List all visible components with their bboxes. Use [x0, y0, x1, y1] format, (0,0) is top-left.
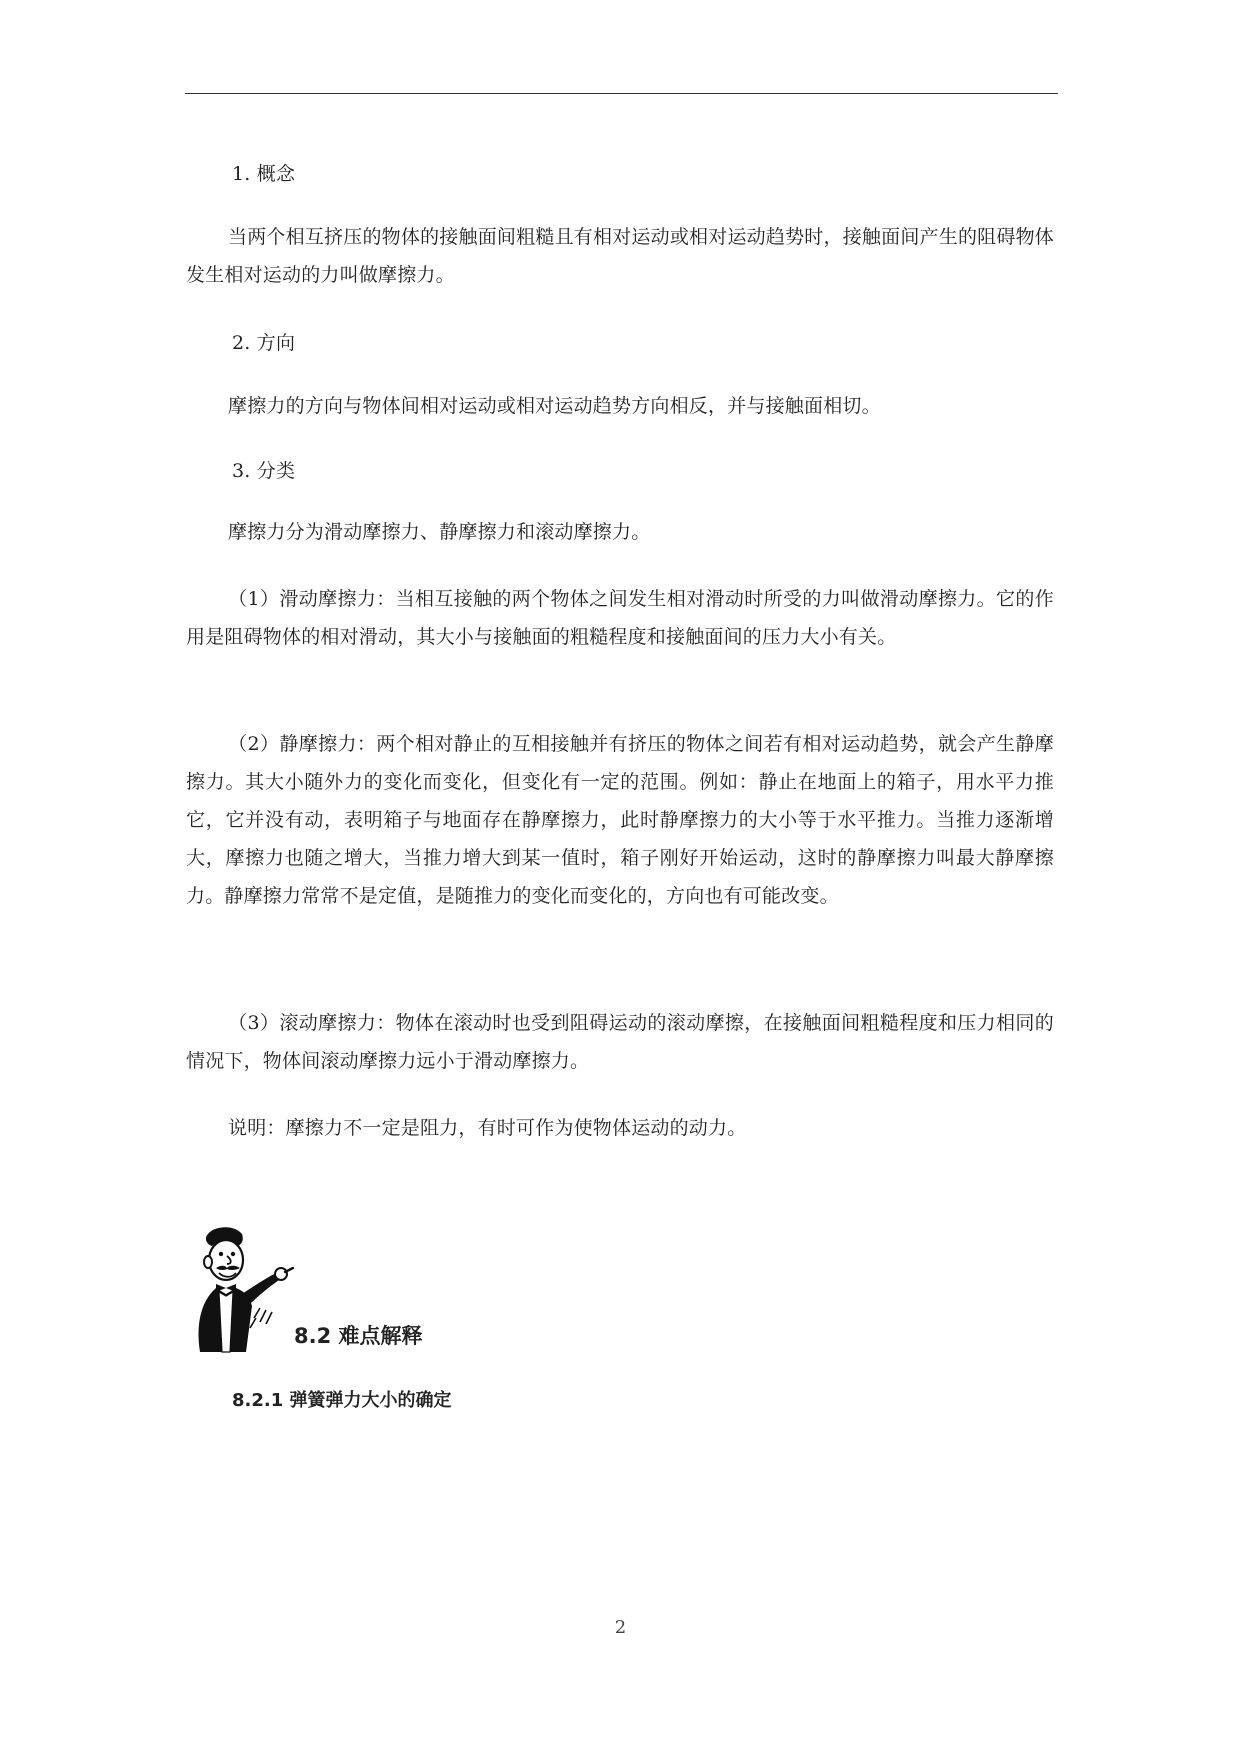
- static-friction-text: （2）静摩擦力：两个相对静止的互相接触并有挤压的物体之间若有相对运动趋势，就会产生静摩擦力。其大小随外力的变化而变化，但变化有一定的范围。例如：静止在地面上的箱子，用水平力推它，它并没有动，表明箱子与地面存在静摩擦力，此时静摩擦力的大小等于水平推力。当推力逐渐增大，摩擦力也随之增大，当推力增大到某一值时，箱子刚好开始运动，这时的静摩擦力叫最大静摩擦力。静摩擦力常常不是定值，是随推力的变化而变化的，方向也有可能改变。: [186, 733, 1054, 907]
- direction-text: 摩擦力的方向与物体间相对运动或相对运动趋势方向相反，并与接触面相切。: [228, 395, 881, 417]
- header-rule: [185, 93, 1058, 94]
- sliding-friction-paragraph: [186, 580, 1054, 656]
- rolling-friction-paragraph: [186, 1004, 1054, 1080]
- note-text: 说明：摩擦力不一定是阻力，有时可作为使物体运动的动力。: [228, 1117, 747, 1139]
- subsection-heading-8-2-1: 8.2.1 弹簧弹力大小的确定: [232, 1390, 452, 1411]
- concept-text: 当两个相互挤压的物体的接触面间粗糙且有相对运动或相对运动趋势时，接触面间产生的阻碍物体发生相对运动的力叫做摩擦力。: [186, 226, 1054, 286]
- static-friction-paragraph: [186, 725, 1054, 915]
- sliding-friction-text: （1）滑动摩擦力：当相互接触的两个物体之间发生相对滑动时所受的力叫做滑动摩擦力。它的作用是阻碍物体的相对滑动，其大小与接触面的粗糙程度和接触面间的压力大小有关。: [186, 588, 1054, 648]
- direction-heading: 2. 方向: [232, 332, 296, 354]
- rolling-friction-text: （3）滚动摩擦力：物体在滚动时也受到阻碍运动的滚动摩擦，在接触面间粗糙程度和压力相同的情况下，物体间滚动摩擦力远小于滑动摩擦力。: [186, 1012, 1054, 1072]
- classification-heading: 3. 分类: [232, 460, 296, 482]
- section-heading-8-2: 8.2 难点解释: [294, 1324, 423, 1348]
- concept-heading: 1. 概念: [232, 163, 296, 185]
- classification-text: 摩擦力分为滑动摩擦力、静摩擦力和滚动摩擦力。: [228, 521, 651, 543]
- concept-paragraph: [186, 218, 1054, 294]
- classification-paragraph: [186, 513, 1054, 551]
- note-paragraph: [186, 1109, 1054, 1147]
- page-number: 2: [614, 1617, 627, 1638]
- direction-paragraph: [186, 387, 1054, 425]
- pointing-man-illustration: [186, 1226, 294, 1356]
